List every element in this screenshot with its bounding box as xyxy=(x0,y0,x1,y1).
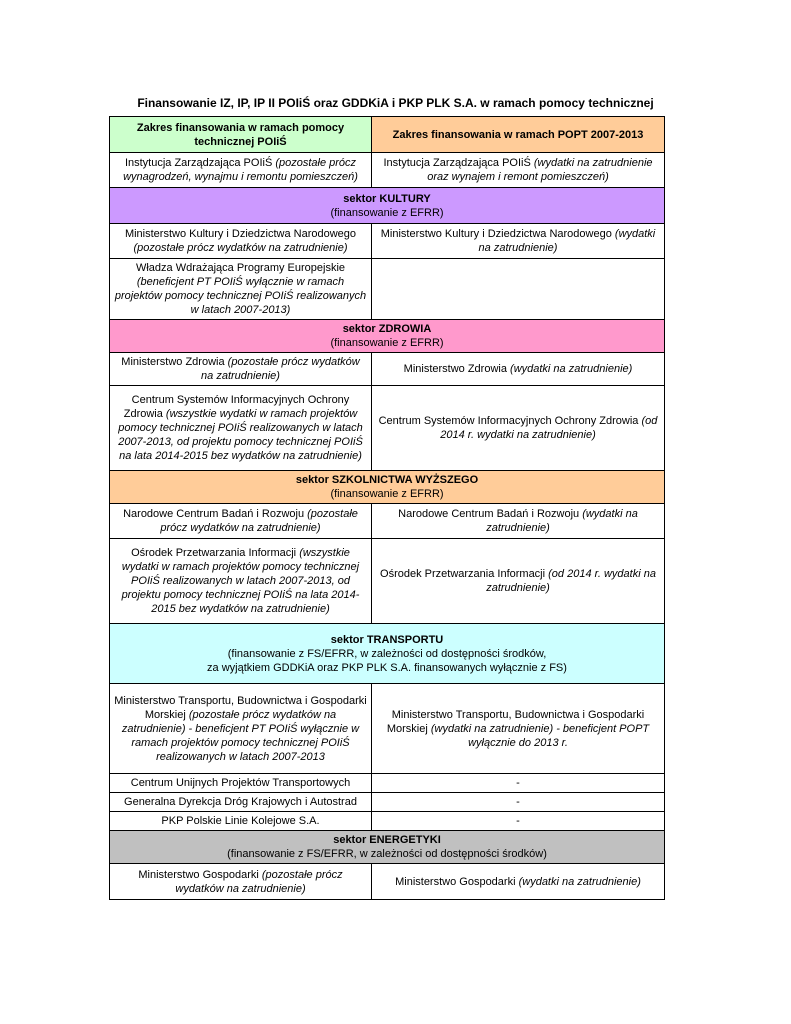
table-row: Ministerstwo Transportu, Budownictwa i Gospodarki Morskiej (pozostałe prócz wydatków na zatrudnienie) - beneficjent PT POIiŚ wyłącznie w ramach projektów pomocy technicznej POIiŚ realizowanych w latach 2007-2013 Ministerstwo Transportu, Budownictwa i Gospodarki Morskiej (wydatki na zatrudnienie) - beneficjent POPT wyłącznie do 2013 r. xyxy=(110,684,665,774)
table-row xyxy=(110,153,665,188)
table-row: Centrum Systemów Informacyjnych Ochrony Zdrowia (wszystkie wydatki w ramach projektów pomocy technicznej POIiŚ realizowanych w latach 2007-2013, od projektu pomocy technicznej POIiŚ na lata 2014-2015 bez wydatków na zatrudnienie) Centrum Systemów Informacyjnych Ochrony Zdrowia (od 2014 r. wydatki na zatrudnienie) xyxy=(110,386,665,471)
section-transportu: sektor TRANSPORTU (finansowanie z FS/EFRR, w zależności od dostępności środków, za wyjątkiem GDDKiA oraz PKP PLK S.A. finansowanych wyłącznie z FS) xyxy=(110,624,665,684)
iz-left-cell: Instytucja Zarządzająca POIiŚ (pozostałe prócz wynagrodzeń, wynajmu i remontu pomieszczeń) xyxy=(110,153,372,188)
section-kultury: sektor KULTURY (finansowanie z EFRR) xyxy=(110,188,665,224)
header-left: Zakres finansowania w ramach pomocy technicznej POIiŚ xyxy=(110,117,372,153)
section-zdrowia: sektor ZDROWIA (finansowanie z EFRR) xyxy=(110,320,665,353)
table-row: Generalna Dyrekcja Dróg Krajowych i Autostrad - xyxy=(110,793,665,812)
table-row: Ośrodek Przetwarzania Informacji (wszystkie wydatki w ramach projektów pomocy technicznej POIiŚ realizowanych w latach 2007-2013, od projektu pomocy technicznej POIiŚ na lata 2014-2015 bez wydatków na zatrudnienie) Ośrodek Przetwarzania Informacji (od 2014 r. wydatki na zatrudnienie) xyxy=(110,539,665,624)
table-row: Ministerstwo Gospodarki (pozostałe prócz wydatków na zatrudnienie) Ministerstwo Gospodarki (wydatki na zatrudnienie) xyxy=(110,864,665,900)
iz-right-cell: Instytucja Zarządzająca POIiŚ (wydatki na zatrudnienie oraz wynajem i remont pomieszczeń) xyxy=(372,153,665,188)
table-row: Władza Wdrażająca Programy Europejskie (beneficjent PT POIiŚ wyłącznie w ramach projektów pomocy technicznej POIiŚ realizowanych w latach 2007-2013) xyxy=(110,259,665,320)
financing-table xyxy=(109,116,665,900)
header-right: Zakres finansowania w ramach POPT 2007-2013 xyxy=(372,117,665,153)
table-row: PKP Polskie Linie Kolejowe S.A. - xyxy=(110,812,665,831)
table-header-row xyxy=(110,117,665,153)
table-row: Ministerstwo Kultury i Dziedzictwa Narodowego (pozostałe prócz wydatków na zatrudnienie) Ministerstwo Kultury i Dziedzictwa Narodowego (wydatki na zatrudnienie) xyxy=(110,224,665,259)
table-row: Narodowe Centrum Badań i Rozwoju (pozostałe prócz wydatków na zatrudnienie) Narodowe Centrum Badań i Rozwoju (wydatki na zatrudnienie) xyxy=(110,504,665,539)
document-title: Finansowanie IZ, IP, IP II POIiŚ oraz GDDKiA i PKP PLK S.A. w ramach pomocy technicznej xyxy=(137,96,654,110)
table-row: Ministerstwo Zdrowia (pozostałe prócz wydatków na zatrudnienie) Ministerstwo Zdrowia (wydatki na zatrudnienie) xyxy=(110,353,665,386)
section-szkolnictwa: sektor SZKOLNICTWA WYŻSZEGO (finansowanie z EFRR) xyxy=(110,471,665,504)
table-row: Centrum Unijnych Projektów Transportowych - xyxy=(110,774,665,793)
section-energetyki: sektor ENERGETYKI (finansowanie z FS/EFRR, w zależności od dostępności środków) xyxy=(110,831,665,864)
